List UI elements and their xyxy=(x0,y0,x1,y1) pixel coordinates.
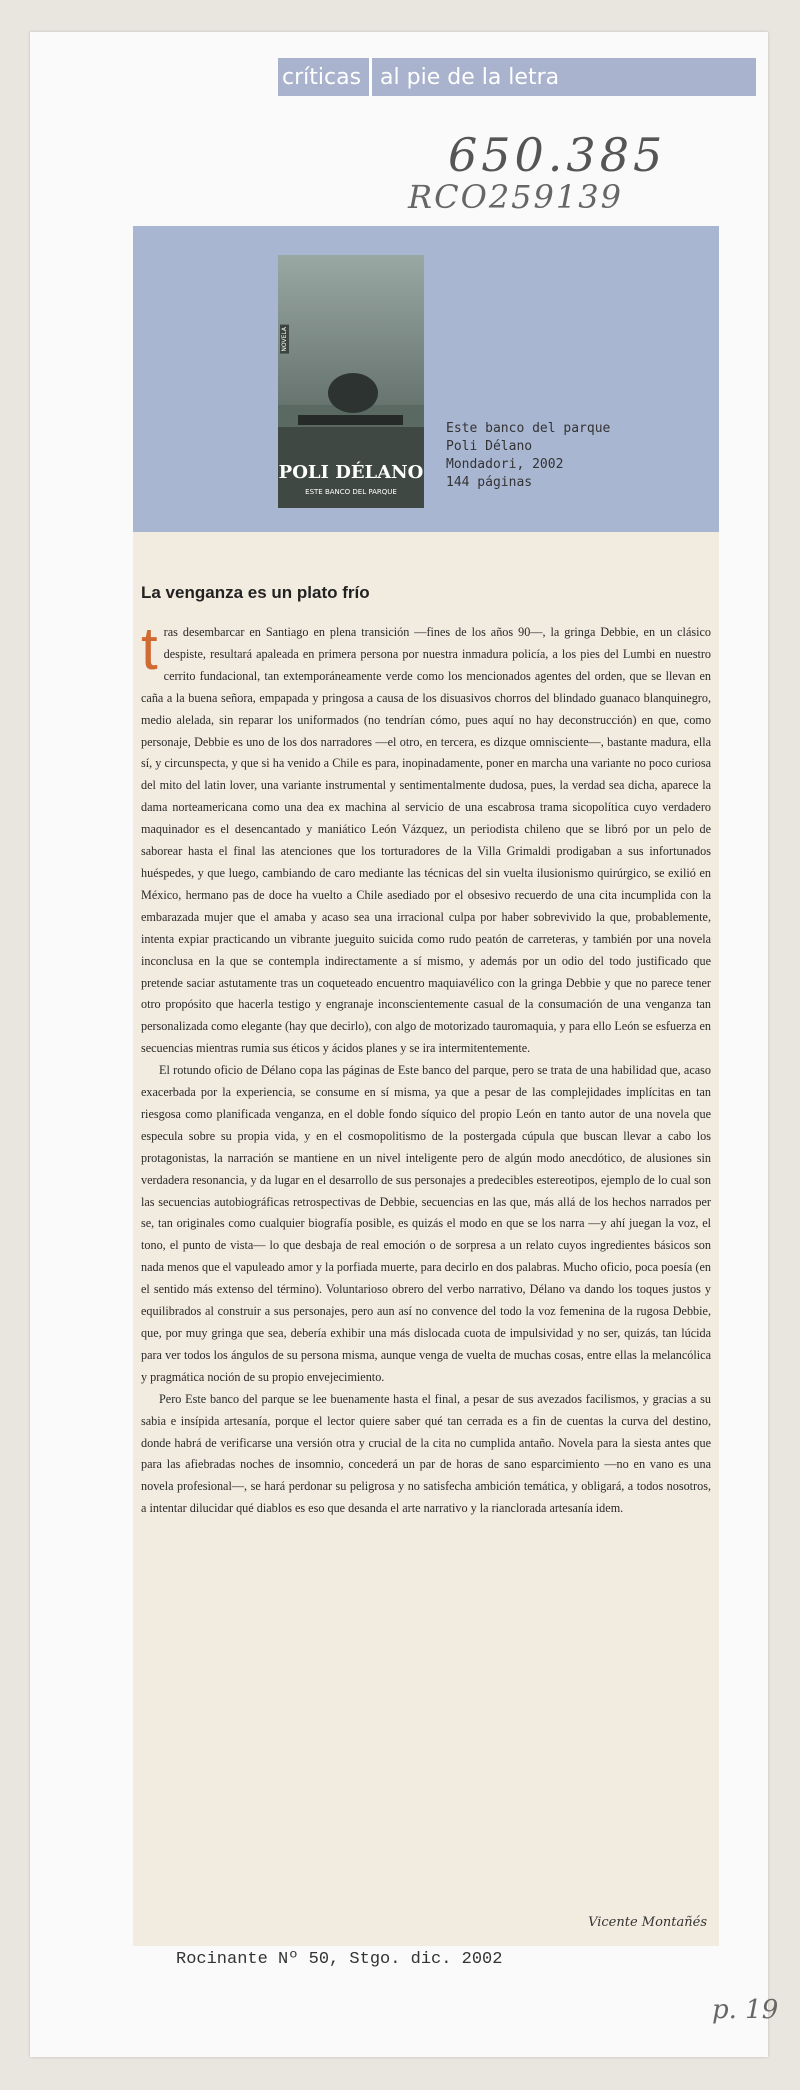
dropcap: t xyxy=(141,615,158,682)
handwritten-catalog-number: 650.385 xyxy=(448,128,667,182)
review-body xyxy=(141,615,711,1520)
review-section xyxy=(133,532,719,1946)
column-label: al pie de la letra xyxy=(380,64,560,90)
book-details xyxy=(446,420,610,492)
review-title: La venganza es un plato frío xyxy=(141,583,370,602)
review-paragraph: El rotundo oficio de Délano copa las páginas de Este banco del parque, pero se trata de una habilidad que, acaso exacerbada por la experiencia, se consume en sí misma, ya que a pesar de las complejidades implícitas en tan riesgosa como planificada venganza, en el doble fondo síquico del propio León en tanto autor de una novela que especula sobre su propia vida, y en el cosmopolitismo de la postergada cúpula que buscan llevar a cabo los protagonistas, la narración se mantiene en un nivel inteligente pero de algún modo anecdótico, de alusiones sin verdadera resonancia, y da lugar en el desarrollo de sus personajes a predecibles estereotipos, ejemplo de lo cual son las secuencias autobiográficas retrospectivas de Debbie, secuencias en las que, más allá de los hechos narrados per se, tan originales como cualquier biografía posible, es quizás el modo en que se los narra —y ahí juegan la voz, el tono, el punto de vista— lo que desbaja de real emoción o de sorpresa a un relato cuyos ingredientes básicos son nada menos que el vapuleado amor y la porfiada muerte, para decirlo en dos palabras. Mucho oficio, poca poesía (en el sentido más extenso del término). Voluntarioso obrero del verbo narrativo, Délano va dando los toques justos y equilibrados al construir a sus personajes, pero aun así no convence del todo la voz femenina de la rugosa Debbie, que, por muy gringa que sea, debería exhibir una más dislocada cuota de impulsividad y no ser, quizás, tan lúcida para ver todos los ángulos de su persona misma, aunque venga de vuelta de muchas cosas, entre ellas la melancólica y pragmática noción de su propio envejecimiento. xyxy=(141,1063,711,1384)
book-cover-image xyxy=(278,255,424,508)
handwritten-record-code: RCO259139 xyxy=(408,178,623,216)
book-pages: 144 páginas xyxy=(446,475,533,490)
section-header xyxy=(278,58,756,96)
book-info-box xyxy=(133,226,719,532)
cover-author: POLI DÉLANO xyxy=(278,462,424,483)
author-signature: Vicente Montañés xyxy=(588,1915,707,1930)
book-author: Poli Délano xyxy=(446,439,533,454)
review-paragraph: Pero Este banco del parque se lee buenamente hasta el final, a pesar de sus avezados facilismos, y gracias a su sabia e insípida artesanía, porque el lector quiere saber qué tan cerrada es a fin de cuentas la curva del destino, donde habrá de verificarse una versión otra y crucial de la cita no cumplida antaño. Novela para la siesta antes que para las afiebradas noches de insomnio, concederá un par de horas de sano esparcimiento —no en vano es una novela profesional—, se hará perdonar su peligrosa y no satisfecha ambición temática, y obligará, a todos nosotros, a intentar dilucidar qué diablos es eso que desanda el arte narrativo y la rianclorada artesanía idem. xyxy=(141,1391,711,1516)
cover-genre-label: NOVELA xyxy=(281,327,288,352)
book-publisher: Mondadori, 2002 xyxy=(446,457,564,472)
review-paragraph: tras desembarcar en Santiago en plena transición —fines de los años 90—, la gringa Debbie, en un clásico despiste, resultará apaleada en primera persona por nuestra inmadura policía, a los pies del Lumbi en nuestro cerrito fundacional, tan extemporáneamente verde como los mencionados agentes del orden, que se llevan en caña a la buena señora, empapada y pringosa a causa de los disuasivos chorros del blindado guanaco blanquinegro, medio alelada, sin reparar los uniformados (no tendrían cómo, pues aquí no hay deconstrucción) en que, como personaje, Debbie es uno de los dos narradores —el otro, en tercera, es dizque omnisciente—, bastante madura, ella sí, y circunspecta, y que si ha venido a Chile es para, inopinadamente, poner en marcha una variante no poco curiosa del mito del latin lover, una variante instrumental y sentimentalmente dudosa, pues, la verdad sea dicha, aparece la dama norteamericana como una dea ex machina al servicio de una escabrosa trama sicopolítica cuyo verdadero maquinador es el desencantado y maniático León Vázquez, un periodista chileno que se libró por un pelo de saborear hasta el final las atenciones que los torturadores de la Villa Grimaldi prodigaban a sus infortunados huéspedes, y que luego, cambiando de caro mediante las técnicas del sin vuelta ilusionismo quirúrgico, se exilió en México, hermano pas de doce ha vuelto a Chile asediado por el obsesivo recuerdo de una cita incumplida con la embarazada mujer que el amaba y acaso sea una irracional culpa por haber sobrevivido la que, probablemente, intenta expiar practicando un vibrante jueguito suicida como rudo peatón de carreteras, y también por una novela inconclusa en la que se contempla indirectamente a sí mismo, y además por un odio del todo justificado que pretende saciar astutamente tras un coqueteado encuentro maquiavélico con la gringa Debbie y que no parece tener otro propósito que hacerla testigo y engranaje inconscientemente casual de la consumación de una venganza tan personalizada como elegante (hay que decirlo), con algo de motorizado tauromaquia, y para ello León se esfuerza en secuencias mientras rumia sus éticos y ácidos planes y se ira intermitentemente. xyxy=(141,615,711,1056)
book-title: Este banco del parque xyxy=(446,421,611,436)
section-label: críticas xyxy=(278,58,372,96)
source-stamp: Rocinante Nº 50, Stgo. dic. 2002 xyxy=(176,1950,503,1969)
cover-title: ESTE BANCO DEL PARQUE xyxy=(305,488,397,496)
handwritten-page-number: p. 19 xyxy=(712,1995,779,2025)
